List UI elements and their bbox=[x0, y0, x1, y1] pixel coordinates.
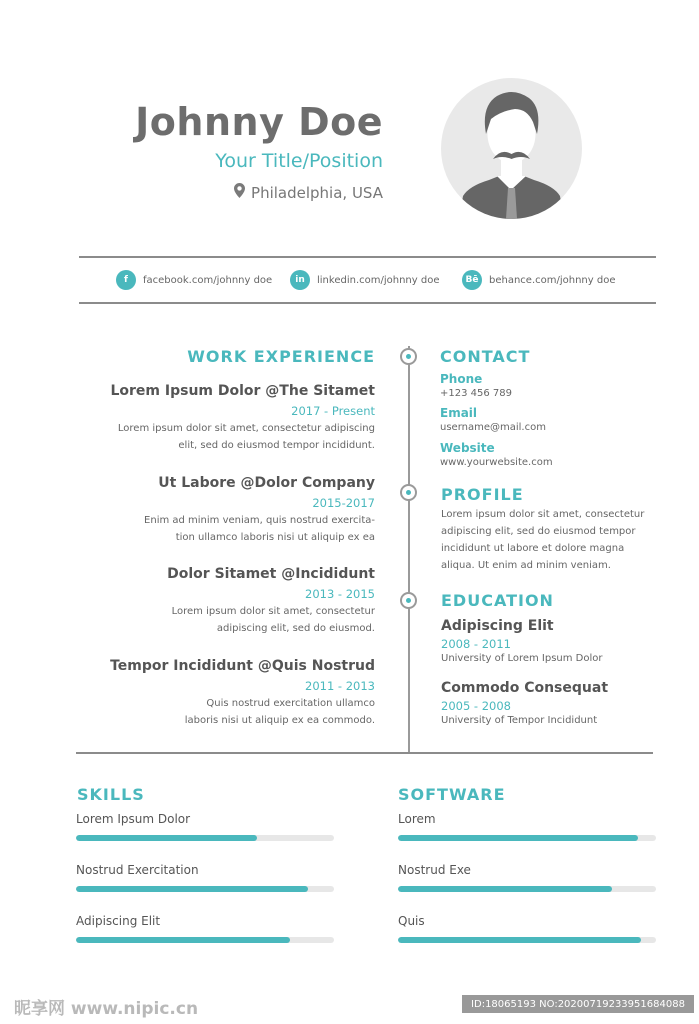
job-entry bbox=[75, 658, 375, 729]
skill-label: Adipiscing Elit bbox=[76, 914, 161, 928]
facebook-icon: f bbox=[116, 270, 136, 290]
software-bar-track bbox=[398, 886, 656, 892]
job-entry-desc: Quis nostrud exercitation ullamco bbox=[206, 698, 375, 709]
timeline-dot-profile bbox=[400, 484, 417, 501]
job-entry-desc: adipiscing elit, sed do eiusmod. bbox=[216, 623, 375, 634]
skill-bar-track bbox=[76, 937, 334, 943]
behance-link[interactable]: behance.com/johnny doe bbox=[489, 274, 616, 286]
job-entry-dates: 2011 - 2013 bbox=[305, 679, 375, 693]
software-label: Nostrud Exe bbox=[398, 863, 471, 877]
software-bar-track bbox=[398, 835, 656, 841]
job-entry-desc: Lorem ipsum dolor sit amet, consectetur adipiscing bbox=[117, 423, 375, 434]
contact-website bbox=[440, 441, 670, 468]
job-entry bbox=[75, 383, 375, 454]
skill-bar-track bbox=[76, 835, 334, 841]
footer bbox=[0, 990, 699, 1024]
skills-heading: SKILLS bbox=[77, 785, 145, 804]
software-bar-fill bbox=[398, 835, 638, 841]
software-bar-fill bbox=[398, 937, 641, 943]
job-entry-desc: elit, sed do eiusmod tempor incididunt. bbox=[178, 440, 375, 451]
header-bottom-divider bbox=[79, 302, 656, 304]
timeline-dot-contact bbox=[400, 348, 417, 365]
education-dates: 2005 - 2008 bbox=[441, 699, 511, 713]
skill-label: Lorem Ipsum Dolor bbox=[76, 812, 191, 826]
social-behance[interactable] bbox=[462, 270, 615, 290]
job-entry-title: Dolor Sitamet @Incididunt bbox=[167, 566, 375, 582]
skill-label: Nostrud Exercitation bbox=[76, 863, 199, 877]
job-entry-desc: laboris nisi ut aliquip ex ea commodo. bbox=[184, 715, 375, 726]
skill-item bbox=[76, 914, 334, 943]
behance-icon: Bē bbox=[462, 270, 482, 290]
contact-email-value[interactable]: username@mail.com bbox=[440, 422, 546, 433]
job-entry-desc: Lorem ipsum dolor sit amet, consectetur bbox=[171, 606, 375, 617]
timeline-line bbox=[408, 346, 410, 754]
contact-heading: CONTACT bbox=[440, 347, 531, 366]
software-label: Quis bbox=[398, 914, 425, 928]
job-entry-desc: tion ullamco laboris nisi ut aliquip ex ea bbox=[175, 532, 375, 543]
skill-bar-track bbox=[76, 886, 334, 892]
contact-phone-label: Phone bbox=[440, 372, 483, 386]
skill-bar-fill bbox=[76, 835, 257, 841]
facebook-link[interactable]: facebook.com/johnny doe bbox=[143, 274, 273, 286]
software-item bbox=[398, 863, 656, 892]
profile-text: Lorem ipsum dolor sit amet, consectetur adipiscing elit, sed do eiusmod tempor incididunt ut labore et dolore magna aliqua. Ut enim ad minim veniam. bbox=[441, 509, 645, 571]
education-school: University of Tempor Incididunt bbox=[441, 715, 598, 726]
job-entry-title: Ut Labore @Dolor Company bbox=[158, 475, 375, 491]
software-item bbox=[398, 914, 656, 943]
section-divider bbox=[76, 752, 653, 754]
education-degree: Commodo Consequat bbox=[441, 680, 609, 696]
education-heading: EDUCATION bbox=[441, 591, 554, 610]
education-dates: 2008 - 2011 bbox=[441, 637, 511, 651]
education-entry bbox=[441, 618, 671, 664]
skill-item bbox=[76, 863, 334, 892]
contact-phone bbox=[440, 372, 670, 399]
resume-name: Johnny Doe bbox=[135, 100, 383, 144]
contact-email bbox=[440, 406, 670, 433]
job-entry-dates: 2013 - 2015 bbox=[305, 587, 375, 601]
linkedin-link[interactable]: linkedin.com/johnny doe bbox=[317, 274, 440, 286]
image-id-badge: ID:18065193 NO:20200719233951684088 bbox=[462, 995, 694, 1013]
location-text: Philadelphia, USA bbox=[251, 183, 383, 202]
watermark: 昵享网 www.nipic.cn bbox=[14, 999, 199, 1019]
job-title: Your Title/Position bbox=[215, 150, 383, 172]
location bbox=[234, 183, 383, 202]
skill-bar-fill bbox=[76, 937, 290, 943]
skill-item bbox=[76, 812, 334, 841]
job-entry bbox=[75, 566, 375, 637]
contact-website-label: Website bbox=[440, 441, 495, 455]
contact-email-label: Email bbox=[440, 406, 478, 420]
job-entry-desc: Enim ad minim veniam, quis nostrud exercita- bbox=[144, 515, 375, 526]
timeline-dot-education bbox=[400, 592, 417, 609]
software-label: Lorem bbox=[398, 812, 436, 826]
job-entry bbox=[75, 475, 375, 546]
job-entry-dates: 2017 - Present bbox=[291, 404, 375, 418]
software-bar-track bbox=[398, 937, 656, 943]
skill-bar-fill bbox=[76, 886, 308, 892]
job-entry-dates: 2015-2017 bbox=[312, 496, 375, 510]
linkedin-icon: in bbox=[290, 270, 310, 290]
software-item bbox=[398, 812, 656, 841]
profile-heading: PROFILE bbox=[441, 485, 524, 504]
header-top-divider bbox=[79, 256, 656, 258]
work-experience-heading: WORK EXPERIENCE bbox=[187, 347, 375, 366]
job-entry-title: Tempor Incididunt @Quis Nostrud bbox=[110, 658, 375, 674]
social-linkedin[interactable] bbox=[290, 270, 439, 290]
contact-website-value[interactable]: www.yourwebsite.com bbox=[440, 457, 553, 468]
location-pin-icon bbox=[234, 183, 245, 202]
education-degree: Adipiscing Elit bbox=[441, 618, 554, 634]
software-bar-fill bbox=[398, 886, 612, 892]
education-school: University of Lorem Ipsum Dolor bbox=[441, 653, 603, 664]
contact-phone-value[interactable]: +123 456 789 bbox=[440, 388, 512, 399]
social-facebook[interactable] bbox=[116, 270, 272, 290]
avatar bbox=[441, 78, 582, 219]
job-entry-title: Lorem Ipsum Dolor @The Sitamet bbox=[110, 383, 375, 399]
software-heading: SOFTWARE bbox=[398, 785, 506, 804]
education-entry bbox=[441, 680, 671, 726]
